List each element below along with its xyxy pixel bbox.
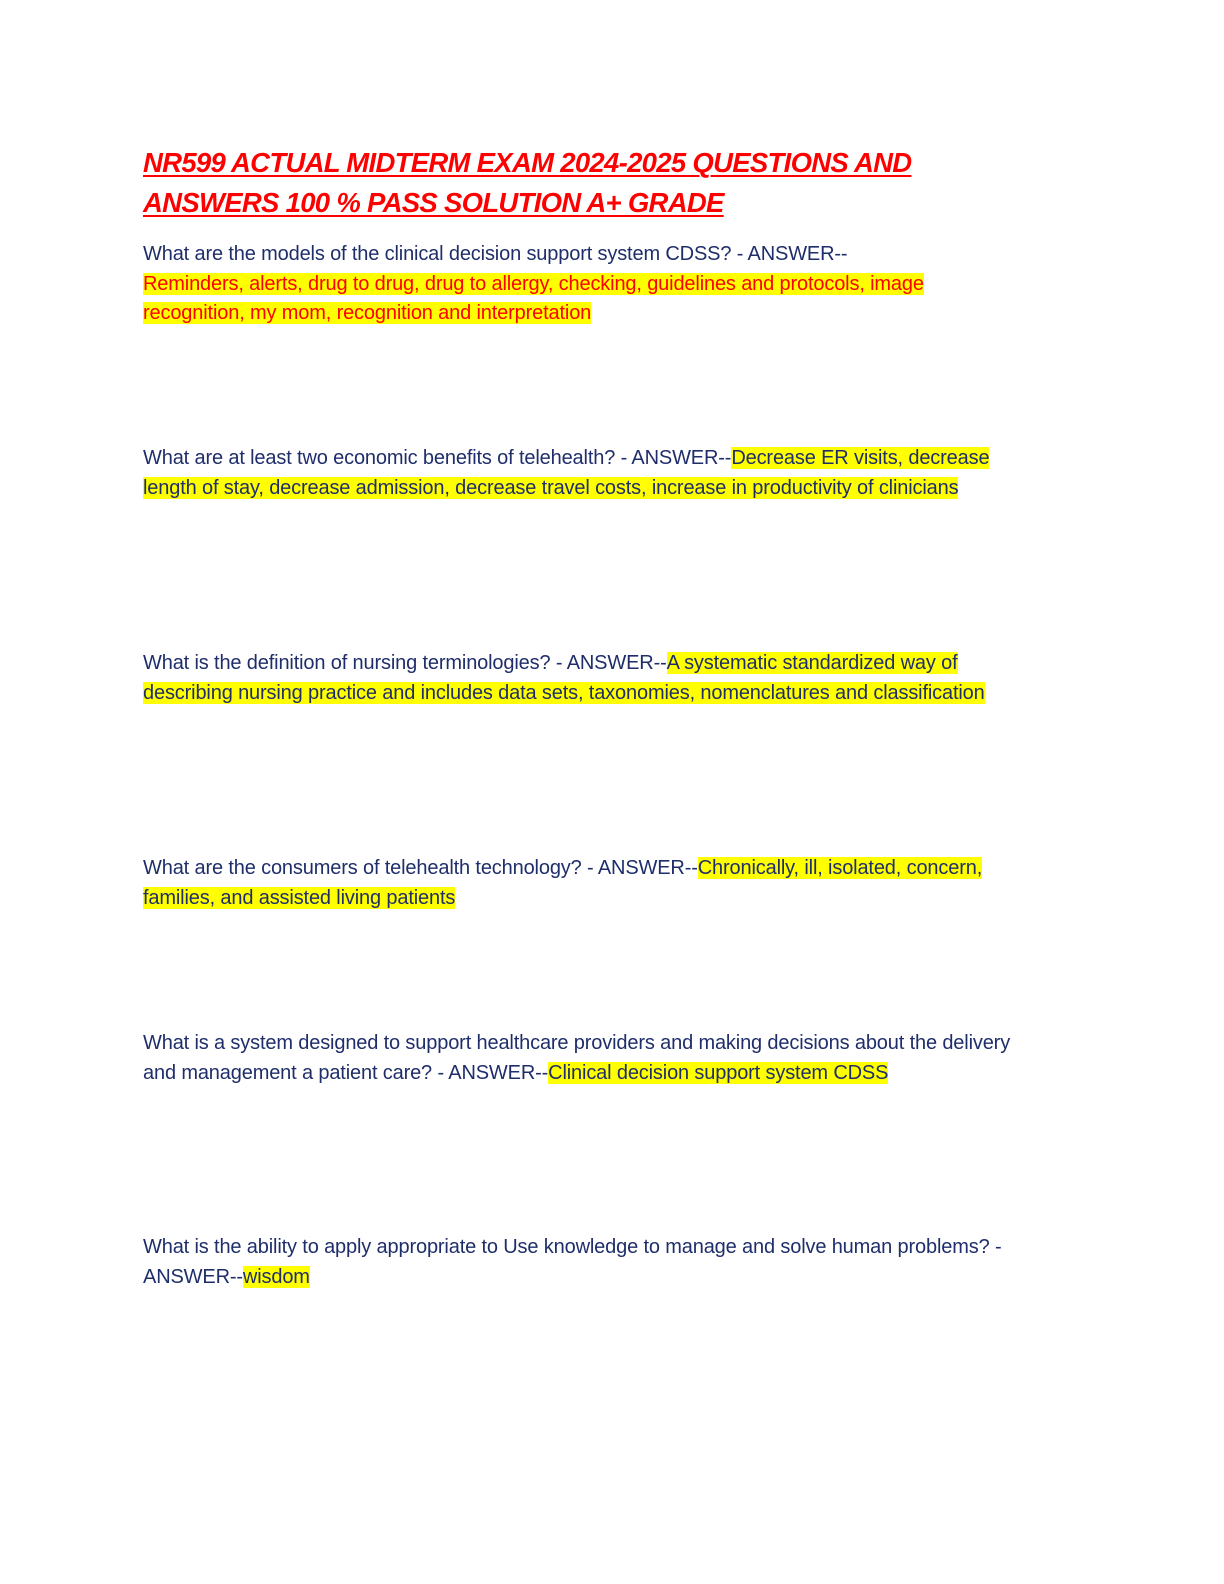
answer-text: Reminders, alerts, drug to drug, drug to allergy, checking, guidelines and protocols, image recognition, my mom, recognition and interpretation (143, 272, 924, 324)
question-text: What is a system designed to support healthcare providers and making decisions about the delivery and management a patient care? - ANSWER-- (143, 1032, 1011, 1084)
document-title: NR599 ACTUAL MIDTERM EXAM 2024-2025 QUESTIONS AND ANSWERS 100 % PASS SOLUTION A+ GRADE (143, 147, 912, 218)
question-text: What are at least two economic benefits of telehealth? - ANSWER-- (143, 447, 732, 469)
question-text: What are the models of the clinical decision support system CDSS? - ANSWER-- (143, 243, 848, 265)
qa-item (143, 240, 1028, 329)
qa-item (143, 1233, 1028, 1292)
qa-item (143, 1029, 1028, 1088)
question-text: What is the ability to apply appropriate to Use knowledge to manage and solve human problems? - ANSWER-- (143, 1236, 1002, 1288)
qa-item (143, 649, 1028, 708)
answer-text: Clinical decision support system CDSS (548, 1061, 889, 1084)
answer-text: Decrease ER visits, decrease length of stay, decrease admission, decrease travel costs, increase in productivity of clinicians (143, 447, 990, 499)
question-text: What is the definition of nursing terminologies? - ANSWER-- (143, 652, 667, 674)
answer-text: wisdom (242, 1265, 310, 1288)
qa-item (143, 444, 1028, 503)
answer-text: A systematic standardized way of describing nursing practice and includes data sets, taxonomies, nomenclatures and classification (143, 652, 985, 704)
question-text: What are the consumers of telehealth technology? - ANSWER-- (143, 857, 698, 879)
answer-text: Chronically, ill, isolated, concern, families, and assisted living patients (143, 857, 983, 909)
qa-item (143, 854, 1028, 913)
